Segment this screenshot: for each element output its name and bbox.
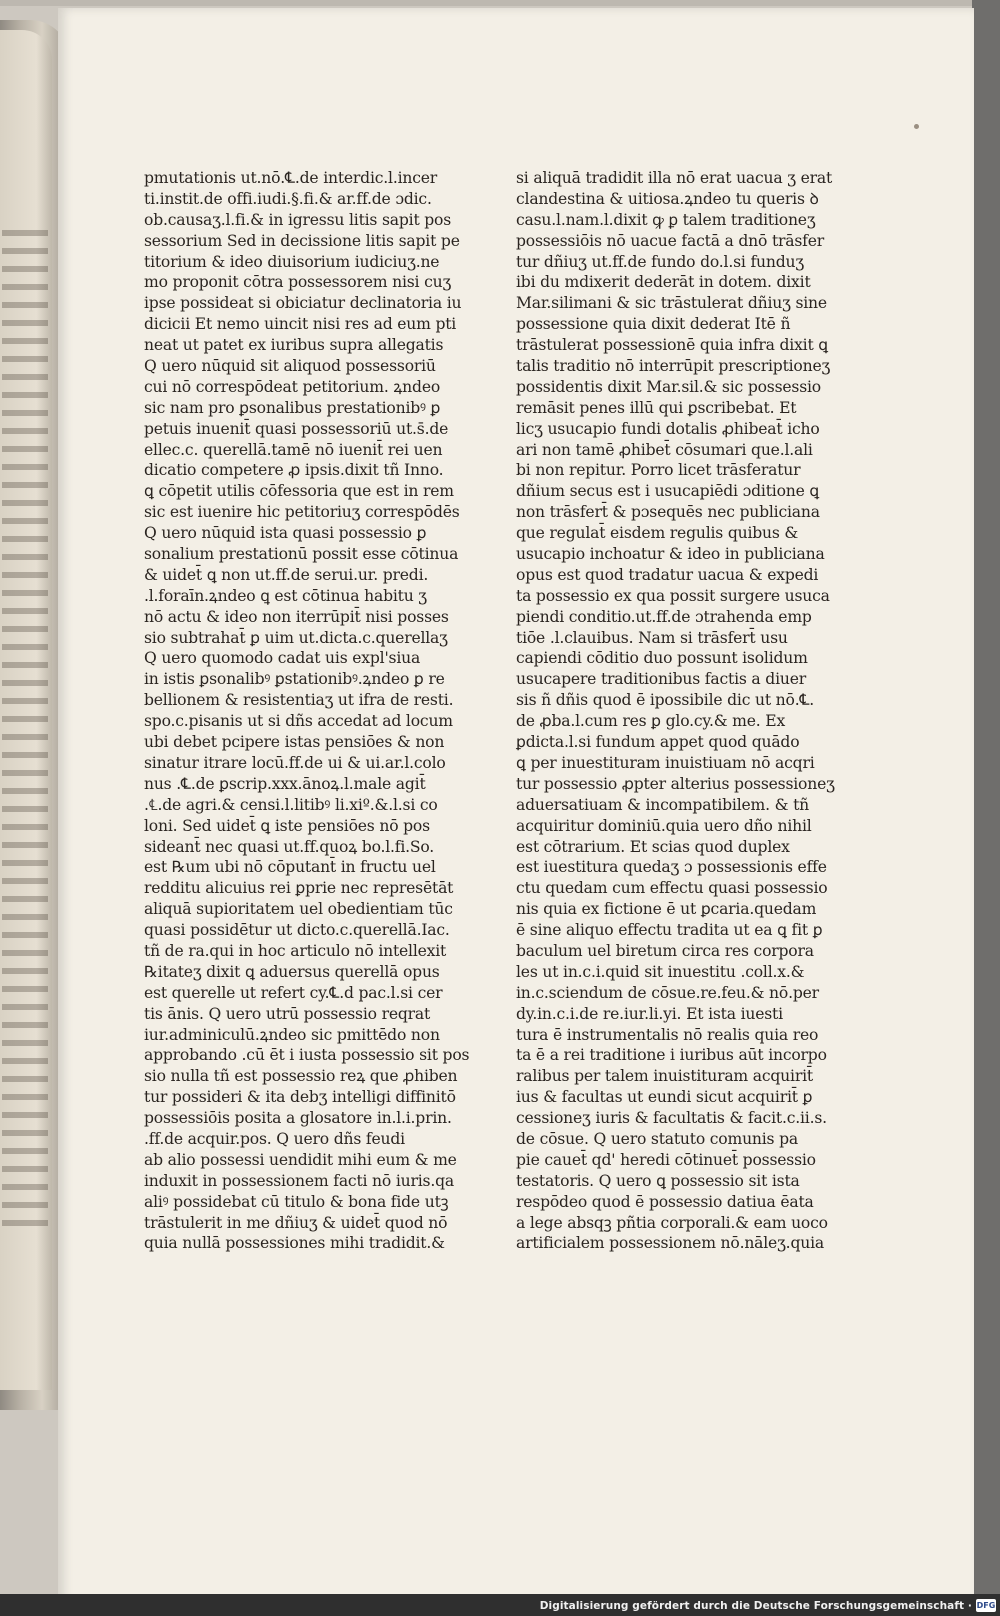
- text-line: nus .℄.de ꝑscrip.xxx.ānoꝝ.l.male agit̄: [144, 774, 426, 793]
- text-line: bellionem & resistentiaʒ ut ifra de resti.: [144, 691, 454, 710]
- text-line: bi non repitur. Porro licet trāsferatur: [516, 461, 801, 480]
- text-line: ꝗ per inuestituram inuistiuam nō acqri: [516, 753, 815, 772]
- text-line: ipse possideat si obiciatur declinatoria iu: [144, 294, 462, 313]
- text-line: ellec.c. querellā.tamē nō iuenit̄ rei uen: [144, 440, 443, 459]
- text-line: ꝗ cōpetit utilis cōfessoria que est in rem: [144, 482, 454, 501]
- text-line: dicicii Et nemo uincit nisi res ad eum pti: [144, 315, 457, 334]
- text-line: ti.instit.de offi.iudi.§.fi.& ar.ff.de ɔdic.: [144, 189, 432, 208]
- text-line: sonalium prestationū possit esse cōtinua: [144, 545, 459, 564]
- text-line: petuis inuenit̄ quasi possessoriū ut.s̄.de: [144, 419, 449, 438]
- text-line: les ut in.c.i.quid sit inuestitu .coll.x.&: [516, 962, 805, 981]
- text-line: tur possessio ꝓpter alterius possessioneʒ: [516, 774, 835, 793]
- text-line: ari non tamē ꝓhibet̄ cōsumari que.l.ali: [516, 440, 813, 459]
- text-line: Q uero nūquid ista quasi possessio ꝑ: [144, 524, 427, 543]
- text-line: & uidet̄ ꝗ non ut.ff.de serui.ur. predi.: [144, 565, 429, 584]
- text-line: cui nō correspōdeat petitorium. ꝝndeo: [144, 377, 441, 396]
- text-line: Q uero quomodo cadat uis expl'siua: [144, 649, 421, 668]
- text-line: ꝑdicta.l.si fundum appet quod quādo: [516, 733, 800, 752]
- text-line: trāstulerat possessionē quia infra dixit ꝗ: [516, 336, 828, 355]
- text-line: quasi possidētur ut dicto.c.querellā.Iac.: [144, 921, 450, 940]
- text-line: Mar.silimani & sic trāstulerat dñiuʒ sine: [516, 294, 827, 313]
- text-line: ℞itateʒ dixit ꝗ aduersus querellā opus: [144, 962, 440, 981]
- text-line: ctu quedam cum effectu quasi possessio: [516, 879, 828, 898]
- text-line: licʒ usucapio fundi dotalis ꝓhibeat̄ icho: [516, 419, 820, 438]
- text-line: titorium & ideo diuisorium iudiciuʒ.ne: [144, 252, 440, 271]
- scanner-bed: [972, 0, 1000, 1616]
- text-line: possidentis dixit Mar.sil.& sic possessio: [516, 377, 821, 396]
- text-line: iur.adminiculū.ꝝndeo sic pmittēdo non: [144, 1025, 440, 1044]
- text-line: est iuestitura quedaʒ ɔ possessionis effe: [516, 858, 827, 877]
- text-line: ius & facultas ut eundi sicut acquirit̄ ꝑ: [516, 1088, 813, 1107]
- facing-page-edge: [0, 30, 52, 1390]
- text-line: pie cauet̄ qd' heredi cōtinuet̄ possessio: [516, 1150, 816, 1169]
- text-line: a lege absqꝫ pñtia corporali.& eam uoco: [516, 1213, 828, 1232]
- text-line: tiōe .l.clauibus. Nam si trāsfert̄ usu: [516, 628, 788, 647]
- text-line: tur possideri & ita debʒ intelligi diffinitō: [144, 1088, 456, 1107]
- text-line: usucapio inchoatur & ideo in publiciana: [516, 545, 825, 564]
- text-line: spo.c.pisanis ut si dñs accedat ad locum: [144, 712, 453, 731]
- text-column-left: [144, 168, 470, 1254]
- text-line: capiendi cōditio duo possunt isolidum: [516, 649, 808, 668]
- text-line: baculum uel biretum circa res corpora: [516, 941, 814, 960]
- text-line: nis quia ex fictione ē ut ꝑcaria.quedam: [516, 900, 817, 919]
- text-line: quia nullā possessiones mihi tradidit.&: [144, 1234, 445, 1253]
- text-line: remāsit penes illū qui ꝑscribebat. Et: [516, 398, 797, 417]
- text-line: induxit in possessionem facti nō iuris.qa: [144, 1171, 454, 1190]
- dfg-logo: DFG: [976, 1601, 996, 1610]
- text-line: usucapere traditionibus factis a diuer: [516, 670, 806, 689]
- book-page: [58, 8, 974, 1604]
- text-line: acquiritur dominiū.quia uero dño nihil: [516, 816, 812, 835]
- text-line: .℄.de agri.& censi.l.litibꝰ li.xiº.&.l.si co: [144, 795, 438, 814]
- text-line: approbando .cū ēt i iusta possessio sit pos: [144, 1046, 470, 1065]
- text-line: sis ñ dñis quod ē ipossibile dic ut nō.℄.: [516, 691, 815, 710]
- text-line: de cōsue. Q uero statuto comunis pa: [516, 1129, 798, 1148]
- text-line: sic nam pro ꝑsonalibus prestationibꝰ ꝑ: [144, 398, 441, 417]
- text-line: que regulat̄ eisdem regulis quibus &: [516, 524, 799, 543]
- text-line: possessione quia dixit dederat Itē ñ: [516, 315, 791, 334]
- text-line: ralibus per talem inuistituram acquirit̄: [516, 1067, 813, 1086]
- text-line: de ꝓba.l.cum res ꝑ glo.cy.& me. Ex: [516, 712, 786, 731]
- text-line: clandestina & uitiosa.ꝝndeo tu queris ꝺ: [516, 189, 819, 208]
- text-line: aliꝰ possidebat cū titulo & bona fide utꝫ: [144, 1192, 449, 1211]
- text-column-right: [516, 168, 835, 1254]
- text-line: artificialem possessionem nō.nāleʒ.quia: [516, 1234, 824, 1253]
- text-line: sic est iuenire hic petitoriuʒ correspōdēs: [144, 503, 460, 522]
- text-line: redditu alicuius rei ꝑprie nec represētāt: [144, 879, 454, 898]
- text-line: sio subtrahat̄ ꝑ uim ut.dicta.c.querellaʒ: [144, 628, 448, 647]
- text-line: ta ē a rei traditione i iuribus aūt incorpo: [516, 1046, 827, 1065]
- text-line: casu.l.nam.l.dixit ꝙ ꝑ talem traditioneʒ: [516, 210, 816, 229]
- footer-bar: [0, 1594, 1000, 1616]
- text-line: non trāsfert̄ & pɔsequēs nec publiciana: [516, 503, 820, 522]
- text-line: sio nulla tñ est possessio reꝝ que ꝓhiben: [144, 1067, 458, 1086]
- text-line: tura ē instrumentalis nō realis quia reo: [516, 1025, 819, 1044]
- scanner-edge-top: [0, 0, 1000, 6]
- text-line: .ff.de acquir.pos. Q uero dñs feudi: [144, 1129, 405, 1148]
- text-line: ta possessio ex qua possit surgere usuca: [516, 586, 830, 605]
- text-line: piendi conditio.ut.ff.de ɔtrahenda emp: [516, 607, 812, 626]
- text-line: trāstulerit in me dñiuʒ & uidet̄ quod nō: [144, 1213, 448, 1232]
- text-line: tur dñiuʒ ut.ff.de fundo do.l.si funduʒ: [516, 252, 804, 271]
- text-line: ob.causaʒ.l.fi.& in igressu litis sapit pos: [144, 210, 452, 229]
- text-line: in istis ꝑsonalibꝰ ꝑstationibꝰ.ꝝndeo ꝑ re: [144, 670, 445, 689]
- text-line: ē sine aliquo effectu tradita ut ea ꝗ fit ꝑ: [516, 921, 823, 940]
- text-line: ab alio possessi uendidit mihi eum & me: [144, 1150, 457, 1169]
- text-line: aduersatiuam & incompatibilem. & tñ: [516, 795, 809, 814]
- text-line: possessiōis nō uacue factā a dnō trāsfer: [516, 231, 825, 250]
- text-line: tñ de ra.qui in hoc articulo nō intellexit: [144, 941, 447, 960]
- text-line: si aliquā tradidit illa nō erat uacua ʒ erat: [516, 169, 833, 187]
- text-line: dñium secus est i usucapiēdi ɔditione ꝗ: [516, 482, 820, 501]
- text-line: pmutationis ut.nō.℄.de interdic.l.incer: [144, 169, 438, 187]
- text-line: testatoris. Q uero ꝗ possessio sit ista: [516, 1171, 800, 1190]
- text-line: possessiōis posita a glosatore in.l.i.prin.: [144, 1109, 452, 1128]
- text-line: cessioneʒ iuris & facultatis & facit.c.ii.s.: [516, 1109, 827, 1128]
- text-line: Q uero nūquid sit aliquod possessoriū: [144, 357, 436, 376]
- text-line: .l.foraīn.ꝝndeo ꝗ est cōtinua habitu ʒ: [144, 586, 427, 605]
- text-line: sideant̄ nec quasi ut.ff.quoꝝ bo.l.fi.So.: [144, 837, 435, 856]
- text-line: respōdeo quod ē possessio datiua ēata: [516, 1192, 814, 1211]
- text-line: dicatio competere ꝓ ipsis.dixit tñ Inno.: [144, 461, 444, 480]
- text-line: in.c.sciendum de cōsue.re.feu.& nō.per: [516, 983, 819, 1002]
- text-line: ibi du mdixerit dederāt in dotem. dixit: [516, 273, 811, 292]
- text-line: sessorium Sed in decissione litis sapit pe: [144, 231, 460, 250]
- text-line: aliquā supioritatem uel obedientiam tūc: [144, 900, 453, 919]
- text-line: sinatur itrare locū.ff.de ui & ui.ar.l.colo: [144, 753, 446, 772]
- text-line: est querelle ut refert cy.℄.d pac.l.si cer: [144, 983, 443, 1002]
- text-line: neat ut patet ex iuribus supra allegatis: [144, 336, 444, 355]
- text-line: tis ānis. Q uero utrū possessio reqrat: [144, 1004, 431, 1023]
- text-line: ubi debet pcipere istas pensiōes & non: [144, 733, 445, 752]
- facing-page-text-bleed: [2, 230, 48, 1230]
- footer-credit: Digitalisierung gefördert durch die Deutsche Forschungsgemeinschaft ·: [539, 1600, 972, 1612]
- text-line: est cōtrarium. Et scias quod duplex: [516, 837, 790, 856]
- paper-speck: [914, 124, 919, 129]
- text-line: loni. Sed uidet̄ ꝗ iste pensiōes nō pos: [144, 816, 430, 835]
- text-line: opus est quod tradatur uacua & expedi: [516, 565, 819, 584]
- text-line: nō actu & ideo non iterrūpit̄ nisi posses: [144, 607, 449, 626]
- text-line: talis traditio nō interrūpit prescriptioneʒ: [516, 357, 831, 376]
- text-line: est ℞um ubi nō cōputant̄ in fructu uel: [144, 858, 436, 877]
- text-line: dy.in.c.i.de re.iur.li.yi. Et ista iuesti: [516, 1004, 783, 1023]
- text-line: mo proponit cōtra possessorem nisi cuʒ: [144, 273, 452, 292]
